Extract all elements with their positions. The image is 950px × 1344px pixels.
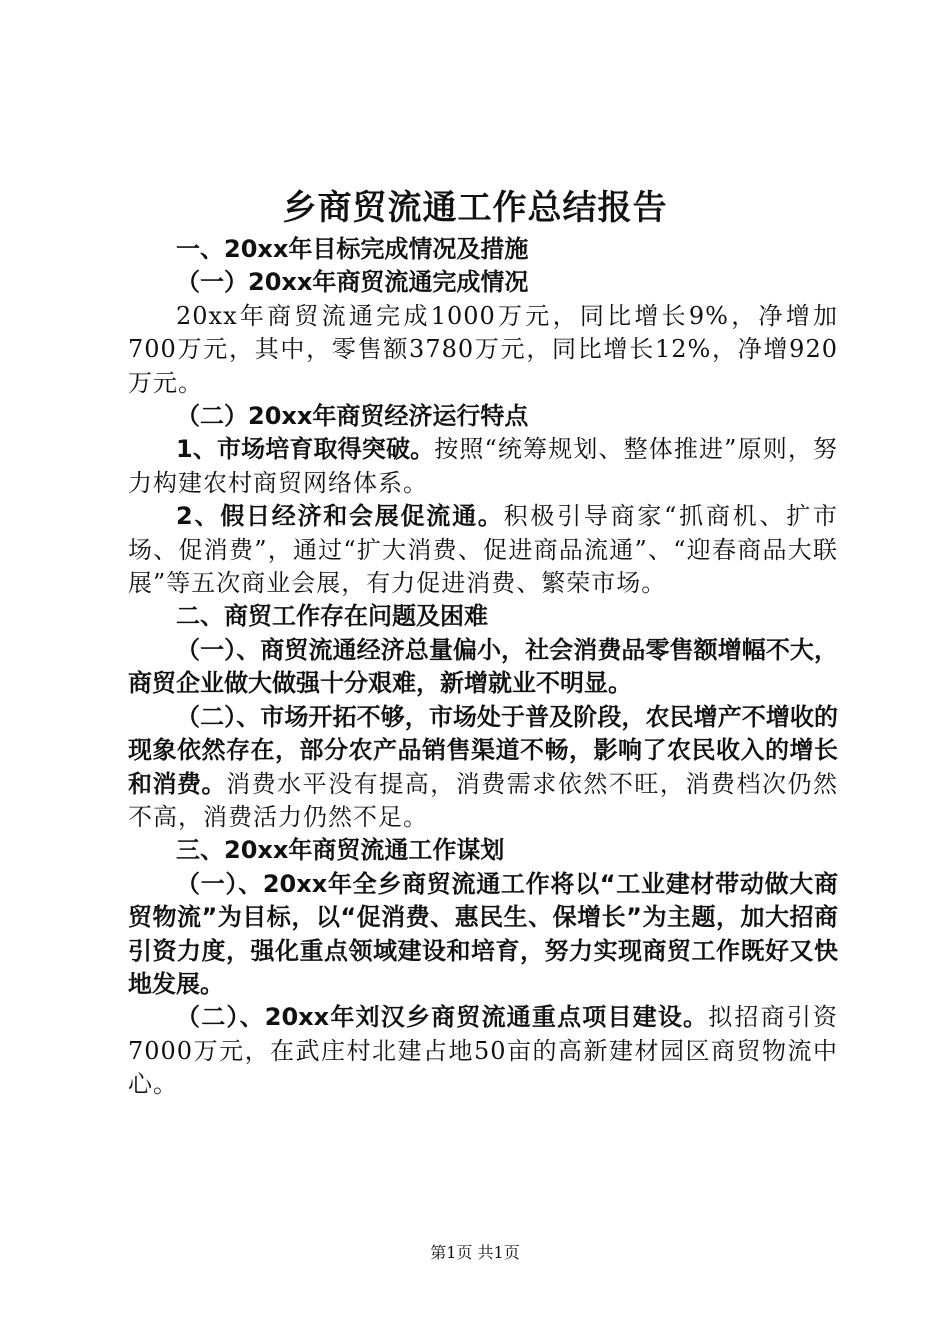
paragraph-text: 拟招商引资7000万元，在武庄村北建占地50亩的高新建材园区商贸物流中心。 <box>128 1003 839 1099</box>
paragraph-text: 消费水平没有提高，消费需求依然不旺，消费档次仍然不高，消费活力仍然不足。 <box>128 769 839 831</box>
paragraph <box>128 634 838 701</box>
paragraph <box>128 868 838 1002</box>
paragraph-text: 按照“统筹规划、整体推进”原则，努力构建农村商贸网络体系。 <box>128 435 838 497</box>
paragraph-lead: 三、20xx年商贸流通工作谋划 <box>176 836 505 865</box>
paragraph <box>128 300 838 400</box>
section-heading <box>128 600 838 633</box>
paragraph-text: 20xx年商贸流通完成1000万元，同比增长9%，净增加700万元，其中，零售额3780万元，同比增长12%，净增920万元。 <box>128 301 838 397</box>
paragraph-lead: （一）、20xx年全乡商贸流通工作将以“工业建材带动做大商贸物流”为目标，以“促消费、惠民生、保增长”为主题，加大招商引资力度，强化重点领域建设和培育，努力实现商贸工作既好又快地发展。 <box>128 869 838 998</box>
paragraph <box>128 433 838 500</box>
paragraph-lead: （二）20xx年商贸经济运行特点 <box>176 402 529 431</box>
paragraph <box>128 1001 838 1101</box>
section-heading <box>128 834 838 867</box>
section-heading <box>128 233 838 266</box>
paragraph-lead: （一）、商贸流通经济总量偏小，社会消费品零售额增幅不大，商贸企业做大做强十分艰难，新增就业不明显。 <box>128 635 838 698</box>
paragraph-lead: 二、商贸工作存在问题及困难 <box>176 602 488 631</box>
document-title: 乡商贸流通工作总结报告 <box>282 188 668 228</box>
paragraph <box>128 500 838 600</box>
subsection-heading <box>128 266 838 299</box>
paragraph-lead: 1、市场培育取得突破。 <box>176 435 435 464</box>
page-footer: 第1页 共1页 <box>430 1243 520 1262</box>
paragraph-lead: （二）、20xx年刘汉乡商贸流通重点项目建设。 <box>176 1003 709 1032</box>
subsection-heading <box>128 400 838 433</box>
document-body <box>128 233 838 1102</box>
paragraph <box>128 701 838 835</box>
paragraph-text: 积极引导商家“抓商机、扩市场、促消费”，通过“扩大消费、促进商品流通”、“迎春商品大联展”等五次商业会展，有力促进消费、繁荣市场。 <box>128 502 838 598</box>
paragraph-lead: 一、20xx年目标完成情况及措施 <box>176 235 529 263</box>
paragraph-lead: 2、假日经济和会展促流通。 <box>176 502 504 531</box>
paragraph-lead: （二）、市场开拓不够，市场处于普及阶段，农民增产不增收的现象依然存在，部分农产品销售渠道不畅，影响了农民收入的增长和消费。 <box>128 702 838 798</box>
paragraph-lead: （一）20xx年商贸流通完成情况 <box>176 268 529 297</box>
